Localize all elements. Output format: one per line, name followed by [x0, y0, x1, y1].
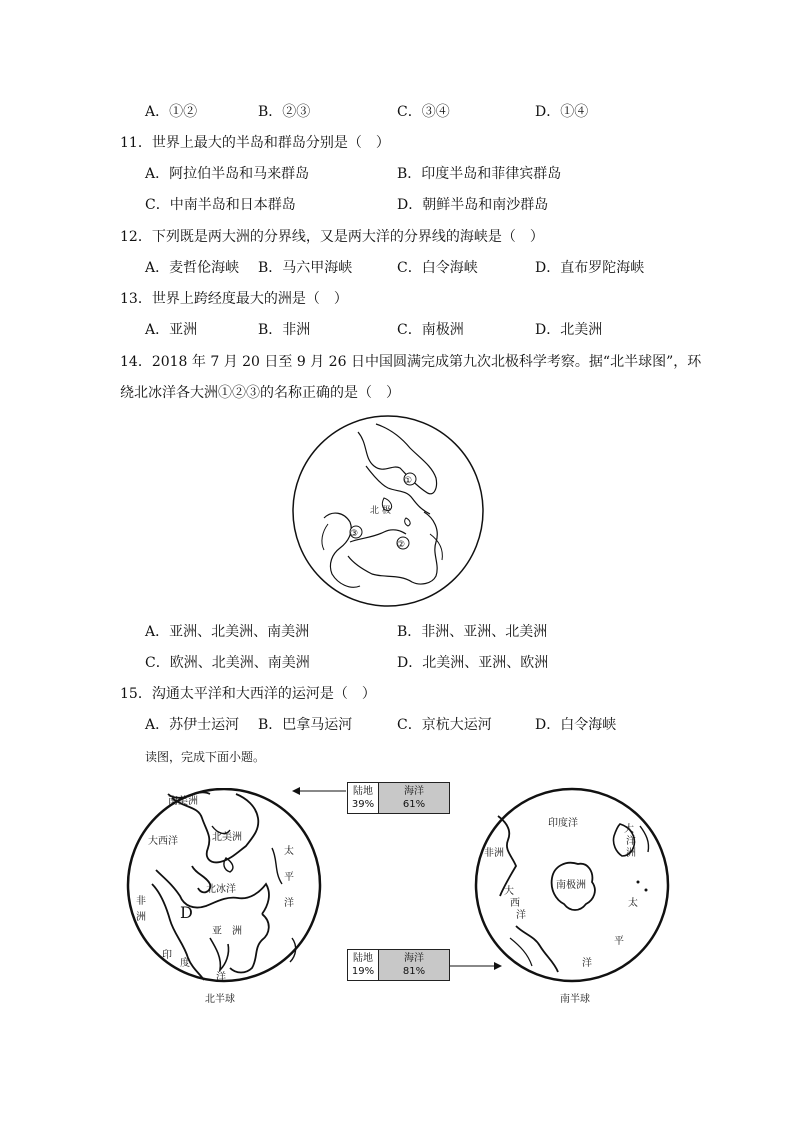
label-d: D	[180, 903, 193, 922]
label-pacific-2: 平	[284, 872, 294, 883]
label-pacific-2: 平	[614, 936, 624, 947]
label-africa-1: 非	[136, 896, 146, 907]
south-sea-cell: 海洋 81%	[379, 950, 449, 980]
q13-option-b[interactable]: B．非洲	[258, 322, 311, 338]
label-africa-2: 洲	[136, 912, 146, 923]
label-indian-1: 印	[162, 950, 172, 961]
north-pole-label: 北 极	[370, 506, 391, 516]
south-map-caption: 南半球	[560, 994, 590, 1005]
q11-stem: 11．世界上最大的半岛和群岛分别是（ ）	[120, 135, 390, 151]
q12-option-c[interactable]: C．白令海峡	[397, 260, 478, 276]
label-pacific-3: 洋	[284, 898, 294, 909]
q14-stem-line1: 14．2018 年 7 月 20 日至 9 月 26 日中国圆满完成第九次北极科学考察。据“北半球图”，环	[120, 354, 702, 370]
label-atlantic-2: 西	[510, 898, 520, 909]
label-antarctica: 南极洲	[556, 880, 586, 891]
q14-stem-line2: 绕北冰洋各大洲①②③的名称正确的是（ ）	[120, 385, 400, 401]
label-oceania-1: 大	[624, 824, 634, 835]
map-mark-3: ③	[350, 529, 359, 539]
label-pacific-3: 洋	[582, 958, 592, 969]
q12-option-b[interactable]: B．马六甲海峡	[258, 260, 353, 276]
q10-option-a[interactable]: A．①②	[145, 104, 198, 120]
label-atlantic-3: 洋	[516, 910, 526, 921]
north-map-caption: 北半球	[205, 994, 235, 1005]
label-south-america: 南美洲	[168, 796, 198, 807]
q14-option-b[interactable]: B．非洲、亚洲、北美洲	[397, 624, 548, 640]
label-indian-3: 洋	[216, 972, 226, 983]
q12-option-a[interactable]: A．麦哲伦海峡	[145, 260, 240, 276]
q15-option-a[interactable]: A．苏伊士运河	[145, 717, 240, 733]
q11-option-d[interactable]: D．朝鲜半岛和南沙群岛	[397, 197, 549, 213]
q13-option-d[interactable]: D．北美洲	[535, 322, 603, 338]
q12-stem: 12．下列既是两大洲的分界线，又是两大洋的分界线的海峡是（ ）	[120, 229, 544, 245]
q15-option-b[interactable]: B．巴拿马运河	[258, 717, 353, 733]
q14-option-a[interactable]: A．亚洲、北美洲、南美洲	[145, 624, 310, 640]
q15-option-d[interactable]: D．白令海峡	[535, 717, 617, 733]
q10-option-b[interactable]: B．②③	[258, 104, 311, 120]
label-north-america: 北美洲	[212, 832, 242, 843]
q13-option-a[interactable]: A．亚洲	[145, 322, 198, 338]
north-sea-cell: 海洋 61%	[379, 783, 449, 813]
q13-option-c[interactable]: C．南极洲	[397, 322, 464, 338]
label-pacific-1: 太	[628, 898, 638, 909]
q11-option-a[interactable]: A．阿拉伯半岛和马来群岛	[145, 166, 310, 182]
q14-north-pole-map	[288, 414, 488, 608]
q14-option-c[interactable]: C．欧洲、北美洲、南美洲	[145, 655, 310, 671]
label-arctic: 北冰洋	[206, 884, 236, 895]
label-asia: 亚 洲	[212, 926, 242, 937]
southern-hemisphere-map	[470, 786, 676, 986]
label-atlantic: 大西洋	[148, 836, 178, 847]
q13-stem: 13．世界上跨经度最大的洲是（ ）	[120, 291, 348, 307]
northern-hemisphere-map	[122, 788, 328, 988]
q11-option-b[interactable]: B．印度半岛和菲律宾群岛	[397, 166, 562, 182]
q10-option-c[interactable]: C．③④	[397, 104, 450, 120]
q15-option-c[interactable]: C．京杭大运河	[397, 717, 492, 733]
label-atlantic-1: 大	[504, 886, 514, 897]
q11-option-c[interactable]: C．中南半岛和日本群岛	[145, 197, 296, 213]
q10-option-d[interactable]: D．①④	[535, 104, 589, 120]
q15-stem: 15．沟通太平洋和大西洋的运河是（ ）	[120, 686, 376, 702]
north-land-cell: 陆地 39%	[348, 783, 379, 813]
instruction-text: 读图，完成下面小题。	[145, 750, 266, 764]
south-land-cell: 陆地 19%	[348, 950, 379, 980]
q14-option-d[interactable]: D．北美洲、亚洲、欧洲	[397, 655, 549, 671]
q12-option-d[interactable]: D．直布罗陀海峡	[535, 260, 645, 276]
label-indian: 印度洋	[548, 818, 578, 829]
label-africa: 非洲	[484, 848, 504, 859]
label-indian-2: 度	[180, 958, 190, 969]
map-mark-1: ①	[404, 476, 413, 486]
map-mark-2: ②	[397, 540, 406, 550]
label-pacific-1: 太	[284, 846, 294, 857]
label-oceania-3: 洲	[626, 848, 636, 859]
label-oceania-2: 洋	[626, 836, 636, 847]
